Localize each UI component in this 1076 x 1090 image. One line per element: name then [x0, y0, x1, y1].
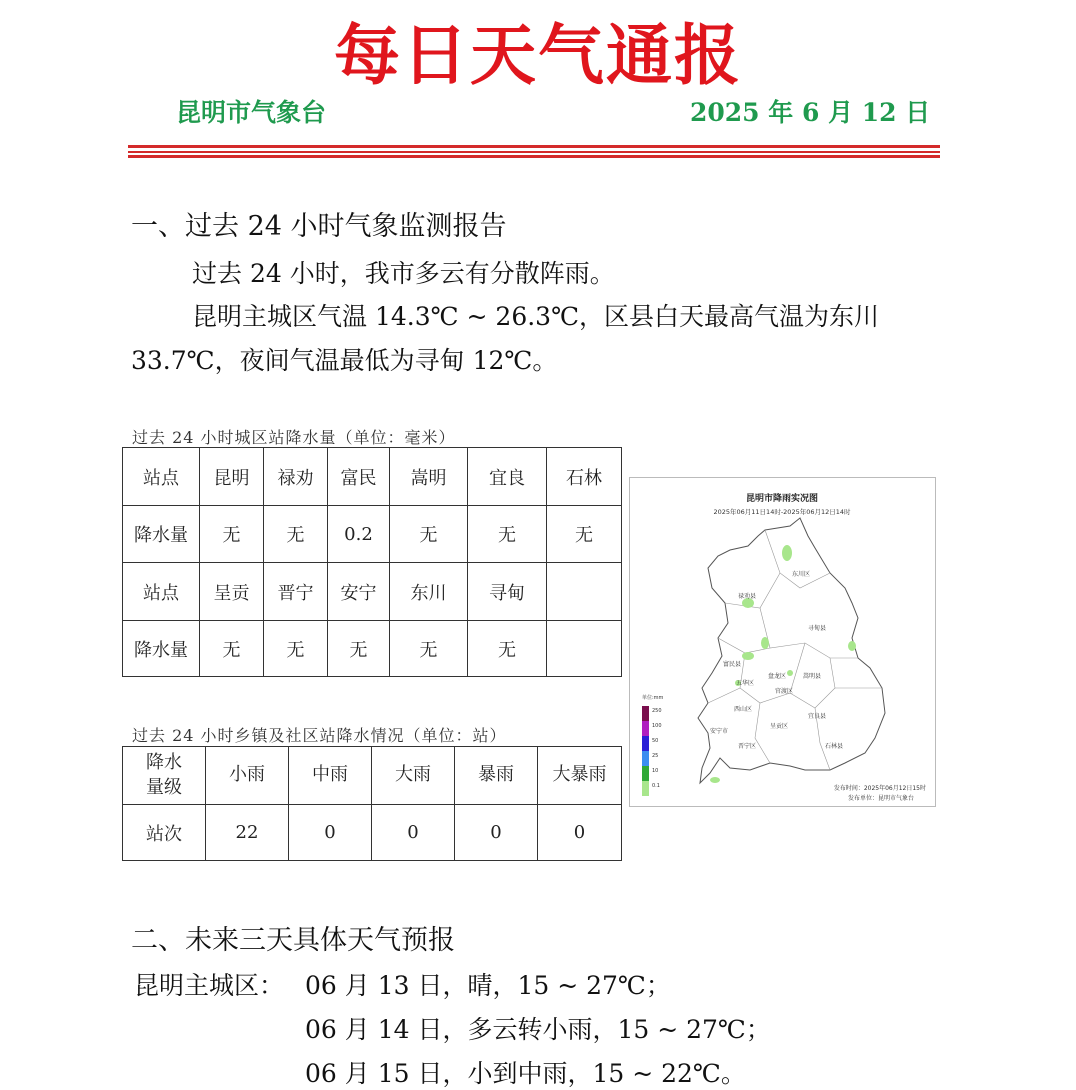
table2-column-header: 小雨 [206, 747, 289, 805]
table2-corner-header: 降水 量级 [123, 747, 206, 805]
map-subtitle: 2025年06月11日14时-2025年06月12日14时 [713, 508, 851, 516]
table1-cell: 无 [390, 506, 468, 563]
table2-row-header: 站次 [123, 805, 206, 861]
district-label: 官渡区 [775, 688, 794, 695]
section1-paragraph-2-line2: 33.7℃，夜间气温最低为寻甸 12℃。 [131, 346, 558, 375]
district-label: 宜良县 [808, 713, 827, 720]
table2-column-header: 大雨 [372, 747, 455, 805]
district-label: 五华区 [736, 680, 755, 687]
legend-label: 10 [652, 768, 659, 774]
table2-cell: 0 [455, 805, 538, 861]
legend-swatch [642, 766, 649, 781]
city-precip-table [122, 447, 622, 677]
district-label: 石林县 [825, 743, 844, 750]
header-rule-top [128, 145, 940, 148]
table2-data-row [123, 805, 622, 861]
district-label: 东川区 [792, 571, 811, 578]
table2-header-row [123, 747, 622, 805]
table1-row-header: 降水量 [123, 506, 200, 563]
table1-cell: 石林 [547, 448, 622, 506]
rainfall-map [629, 477, 936, 807]
map-footer-agency: 发布单位：昆明市气象台 [847, 795, 914, 802]
table1-cell: 无 [264, 506, 328, 563]
table2-column-header: 暴雨 [455, 747, 538, 805]
district-label: 嵩明县 [803, 673, 822, 680]
table1-cell: 无 [200, 506, 264, 563]
table1-cell: 寻甸 [468, 563, 547, 621]
table1-row [123, 448, 622, 506]
section2-heading: 二、未来三天具体天气预报 [131, 925, 455, 956]
legend-swatch [642, 721, 649, 736]
table1-cell: 宜良 [468, 448, 547, 506]
table2-column-header: 大暴雨 [538, 747, 622, 805]
district-label: 盘龙区 [768, 673, 787, 680]
report-date: 2025 年 6 月 12 日 [690, 98, 931, 127]
legend-label: 250 [652, 708, 662, 714]
table1-cell: 无 [468, 621, 547, 677]
map-title: 昆明市降雨实况图 [745, 494, 819, 504]
legend-swatch [642, 751, 649, 766]
table1-row-header: 降水量 [123, 621, 200, 677]
township-precip-table [122, 746, 622, 861]
table1-cell: 0.2 [328, 506, 390, 563]
table1-cell: 无 [200, 621, 264, 677]
table1-cell [547, 563, 622, 621]
table1-cell: 禄劝 [264, 448, 328, 506]
forecast-area-label: 昆明主城区： [134, 971, 285, 1000]
header-rule-middle [128, 151, 940, 153]
forecast-day-1: 06 月 13 日，晴，15 ~ 27℃； [305, 971, 671, 1000]
table1-cell: 无 [264, 621, 328, 677]
table2-caption: 过去 24 小时乡镇及社区站降水情况（单位：站） [132, 726, 507, 745]
table1-cell: 无 [328, 621, 390, 677]
section1-heading: 一、过去 24 小时气象监测报告 [131, 211, 507, 242]
forecast-day-3: 06 月 15 日，小到中雨，15 ~ 22℃。 [305, 1059, 746, 1088]
table1-cell: 东川 [390, 563, 468, 621]
district-label: 禄劝县 [738, 593, 757, 600]
legend-swatch [642, 706, 649, 721]
table1-cell: 晋宁 [264, 563, 328, 621]
agency-name: 昆明市气象台 [176, 98, 327, 127]
table1-row [123, 506, 622, 563]
table2-cell: 22 [206, 805, 289, 861]
legend-title: 单位:mm [642, 695, 664, 701]
map-legend [642, 706, 662, 796]
legend-label: 25 [652, 753, 659, 759]
legend-label: 50 [652, 738, 659, 744]
table1-cell: 昆明 [200, 448, 264, 506]
table2-cell: 0 [538, 805, 622, 861]
district-label: 寻甸县 [808, 625, 827, 632]
table2-column-header: 中雨 [289, 747, 372, 805]
header-rule-bottom [128, 155, 940, 158]
district-label: 晋宁区 [738, 743, 757, 750]
section1-paragraph-1: 过去 24 小时，我市多云有分散阵雨。 [192, 259, 615, 288]
district-label: 富民县 [723, 661, 742, 668]
table2-cell: 0 [289, 805, 372, 861]
table1-caption: 过去 24 小时城区站降水量（单位：毫米） [132, 428, 456, 447]
forecast-day-2: 06 月 14 日，多云转小雨，15 ~ 27℃； [305, 1015, 771, 1044]
map-footer-time: 发布时间：2025年06月12日15时 [833, 785, 926, 792]
table1-row [123, 563, 622, 621]
table1-cell: 富民 [328, 448, 390, 506]
table1-row-header: 站点 [123, 448, 200, 506]
legend-swatch [642, 781, 649, 796]
district-label: 呈贡区 [770, 723, 789, 730]
table1-row [123, 621, 622, 677]
table1-cell: 嵩明 [390, 448, 468, 506]
table2-cell: 0 [372, 805, 455, 861]
section1-paragraph-2-line1: 昆明主城区气温 14.3℃ ~ 26.3℃，区县白天最高气温为东川 [192, 302, 880, 331]
table1-cell [547, 621, 622, 677]
table1-cell: 无 [468, 506, 547, 563]
legend-swatch [642, 736, 649, 751]
legend-label: 100 [652, 723, 662, 729]
table1-cell: 安宁 [328, 563, 390, 621]
table1-row-header: 站点 [123, 563, 200, 621]
table1-cell: 无 [390, 621, 468, 677]
legend-label: 0.1 [652, 783, 660, 789]
district-label: 安宁市 [710, 728, 729, 735]
table1-cell: 呈贡 [200, 563, 264, 621]
report-title: 每日天气通报 [334, 16, 742, 94]
district-label: 西山区 [734, 706, 753, 713]
table1-cell: 无 [547, 506, 622, 563]
kunming-boundary [698, 518, 885, 783]
